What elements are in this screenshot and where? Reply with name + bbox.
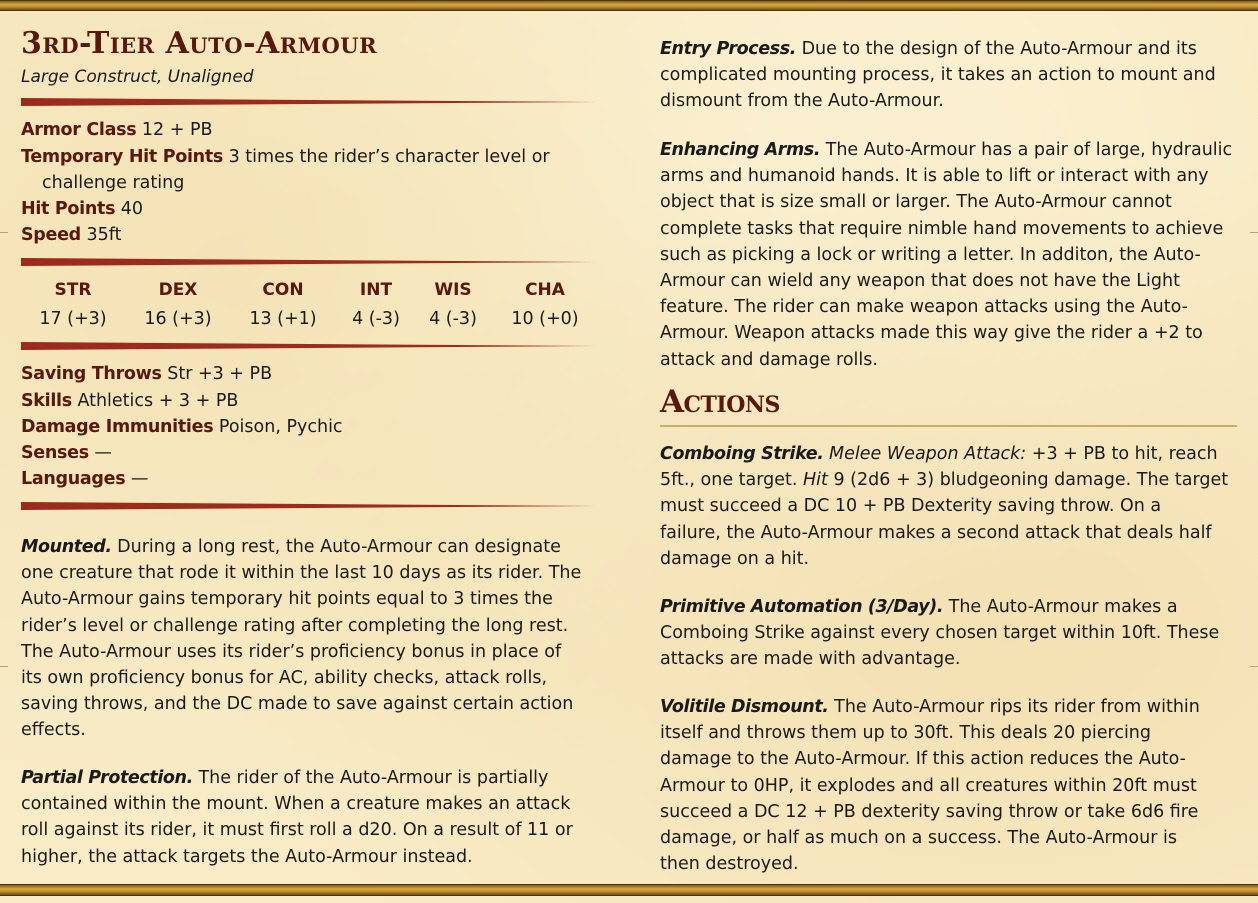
- left-edge-mark: [0, 232, 8, 233]
- action-text: The Auto-Armour rips its rider from within: [834, 697, 1200, 717]
- trait-text: The Auto-Armour has a pair of large, hydraulic: [825, 140, 1233, 160]
- section-divider: [21, 98, 596, 106]
- trait-text: Armour. Weapon attacks made this way give the rider a +2 to: [660, 323, 1203, 344]
- action-name: Primitive Automation (3/Day).: [660, 597, 944, 617]
- ability-cha: [505, 278, 585, 332]
- action-volitile-dismount: [660, 694, 1250, 877]
- left-edge-mark: [0, 666, 8, 667]
- ability-score: 4 (-3): [429, 309, 477, 329]
- bottom-border: [0, 884, 1258, 896]
- trait-text: higher, the attack targets the Auto-Armour instead.: [21, 846, 473, 867]
- hit-label: Hit: [803, 470, 828, 491]
- temp-hp-row: [21, 144, 550, 170]
- trait-partial-protection: [21, 765, 601, 870]
- senses-value: —: [94, 443, 112, 463]
- ability-con: [243, 278, 323, 332]
- speed-value: 35ft: [86, 225, 122, 245]
- action-text: 5ft., one target.: [660, 470, 798, 491]
- trait-entry-process: [660, 36, 1250, 115]
- ability-str: [33, 278, 113, 332]
- trait-text: contained within the mount. When a creature makes an attack: [21, 794, 571, 815]
- ability-name: CHA: [525, 280, 565, 300]
- trait-text: roll against its rider, it must first roll a d20. On a result of 11 or: [21, 820, 573, 841]
- ability-score: 13 (+1): [249, 309, 317, 329]
- action-comboing-strike: [660, 441, 1250, 572]
- action-text: damage on a hit.: [660, 548, 810, 569]
- trait-text: dismount from the Auto-Armour.: [660, 91, 944, 112]
- section-divider: [21, 258, 596, 266]
- action-text: succeed a DC 12 + PB dexterity saving throw or take 6d6 fire: [660, 801, 1199, 822]
- senses-row: [21, 440, 112, 466]
- ability-name: INT: [359, 280, 393, 300]
- temp-hp-value: 3 times the rider’s character level or: [228, 147, 550, 167]
- ability-score: 17 (+3): [39, 309, 107, 329]
- ability-name: DEX: [158, 280, 198, 300]
- trait-text: During a long rest, the Auto-Armour can designate: [117, 537, 561, 557]
- trait-text: Due to the design of the Auto-Armour and its: [801, 39, 1197, 59]
- action-text: Armour to 0HP, it explodes and all creatures within 20ft must: [660, 775, 1197, 796]
- skills-label: Skills: [21, 391, 72, 411]
- trait-text: complete tasks that require nimble hand movements to achieve: [660, 218, 1224, 239]
- ability-wis: [413, 278, 493, 332]
- ability-name: WIS: [434, 280, 472, 300]
- trait-text: feature. The rider can make weapon attacks using the Auto-: [660, 297, 1188, 318]
- ability-int: [336, 278, 416, 332]
- actions-heading: Actions: [660, 384, 780, 420]
- action-name: Volitile Dismount.: [660, 697, 829, 717]
- skills-value: Athletics + 3 + PB: [77, 391, 239, 411]
- action-primitive-automation: [660, 594, 1250, 673]
- action-text: damage to the Auto-Armour. If this action reduces the Auto-: [660, 749, 1186, 770]
- section-divider: [21, 502, 596, 510]
- speed-label: Speed: [21, 225, 81, 245]
- ability-dex: [138, 278, 218, 332]
- trait-mounted: [21, 534, 601, 744]
- damage-immunities-value: Poison, Pychic: [218, 417, 343, 437]
- trait-text: rider’s level or challenge rating after completing the long rest.: [21, 615, 569, 636]
- trait-text: object that is size small or larger. The Auto-Armour cannot: [660, 192, 1172, 213]
- right-edge-mark: [1250, 666, 1258, 667]
- action-text: +3 + PB to hit, reach: [1031, 444, 1218, 464]
- hit-points-value: 40: [120, 199, 144, 219]
- top-border: [0, 0, 1258, 11]
- trait-text: attack and damage rolls.: [660, 349, 878, 370]
- languages-value: —: [130, 469, 149, 489]
- action-text: itself and throws them up to 30ft. This deals 20 piercing: [660, 723, 1151, 744]
- trait-text: saving throws, and the DC made to save against certain action: [21, 694, 574, 715]
- senses-label: Senses: [21, 443, 89, 463]
- saving-throws-value: Str +3 + PB: [167, 364, 273, 384]
- trait-text: The rider of the Auto-Armour is partially: [198, 768, 549, 788]
- section-divider: [21, 342, 596, 350]
- action-text: damage, or half as much on a success. The Auto-Armour is: [660, 828, 1177, 849]
- actions-divider: [660, 425, 1237, 427]
- action-text: The Auto-Armour makes a: [948, 597, 1178, 617]
- trait-text: Auto-Armour gains temporary hit points equal to 3 times the: [21, 589, 553, 610]
- ability-score: 10 (+0): [511, 309, 579, 329]
- damage-immunities-row: [21, 414, 343, 440]
- action-text: failure, the Auto-Armour makes a second attack that deals half: [660, 522, 1212, 543]
- armor-class-value: 12 + PB: [141, 120, 213, 140]
- trait-text: one creature that rode it within the last 10 days as its rider. The: [21, 563, 582, 584]
- saving-throws-label: Saving Throws: [21, 364, 162, 384]
- trait-text: complicated mounting process, it takes an action to mount and: [660, 65, 1216, 86]
- trait-name: Enhancing Arms.: [660, 140, 821, 160]
- armor-class-row: [21, 117, 213, 143]
- ability-name: STR: [54, 280, 92, 300]
- temp-hp-label: Temporary Hit Points: [21, 147, 224, 167]
- speed-row: [21, 222, 121, 248]
- hit-points-label: Hit Points: [21, 199, 116, 219]
- trait-name: Entry Process.: [660, 39, 796, 59]
- trait-text: effects.: [21, 720, 86, 741]
- trait-text: The Auto-Armour uses its rider’s proficiency bonus in place of: [21, 641, 562, 662]
- armor-class-label: Armor Class: [21, 120, 137, 140]
- action-text: must succeed a DC 10 + PB Dexterity saving throw. On a: [660, 496, 1162, 517]
- trait-text: such as picking a lock or writing a letter. In additon, the Auto-: [660, 244, 1201, 265]
- monster-meta: Large Construct, Unaligned: [21, 67, 254, 87]
- action-name: Comboing Strike.: [660, 444, 824, 464]
- ability-name: CON: [262, 280, 304, 300]
- trait-name: Partial Protection.: [21, 768, 193, 788]
- saving-throws-row: [21, 361, 272, 387]
- trait-text: Armour can wield any weapon that does not have the Light: [660, 271, 1180, 292]
- skills-row: [21, 388, 238, 414]
- ability-score: 4 (-3): [352, 309, 400, 329]
- attack-type: Melee Weapon Attack:: [829, 444, 1027, 464]
- action-text: 9 (2d6 + 3) bludgeoning damage. The target: [833, 470, 1229, 491]
- temp-hp-continuation: challenge rating: [42, 173, 185, 193]
- hit-points-row: [21, 196, 143, 222]
- action-text: attacks are made with advantage.: [660, 649, 961, 670]
- ability-score: 16 (+3): [144, 309, 212, 329]
- trait-enhancing-arms: [660, 137, 1250, 373]
- monster-name: 3rd-Tier Auto-Armour: [21, 26, 378, 61]
- trait-name: Mounted.: [21, 537, 112, 557]
- action-text: Comboing Strike against every chosen target within 10ft. These: [660, 623, 1220, 644]
- action-text: then destroyed.: [660, 854, 799, 875]
- trait-text: arms and humanoid hands. It is able to lift or interact with any: [660, 166, 1209, 187]
- damage-immunities-label: Damage Immunities: [21, 417, 214, 437]
- languages-label: Languages: [21, 469, 126, 489]
- right-edge-mark: [1250, 232, 1258, 233]
- trait-text: its own proficiency bonus for AC, ability checks, attack rolls,: [21, 668, 548, 689]
- languages-row: [21, 466, 148, 492]
